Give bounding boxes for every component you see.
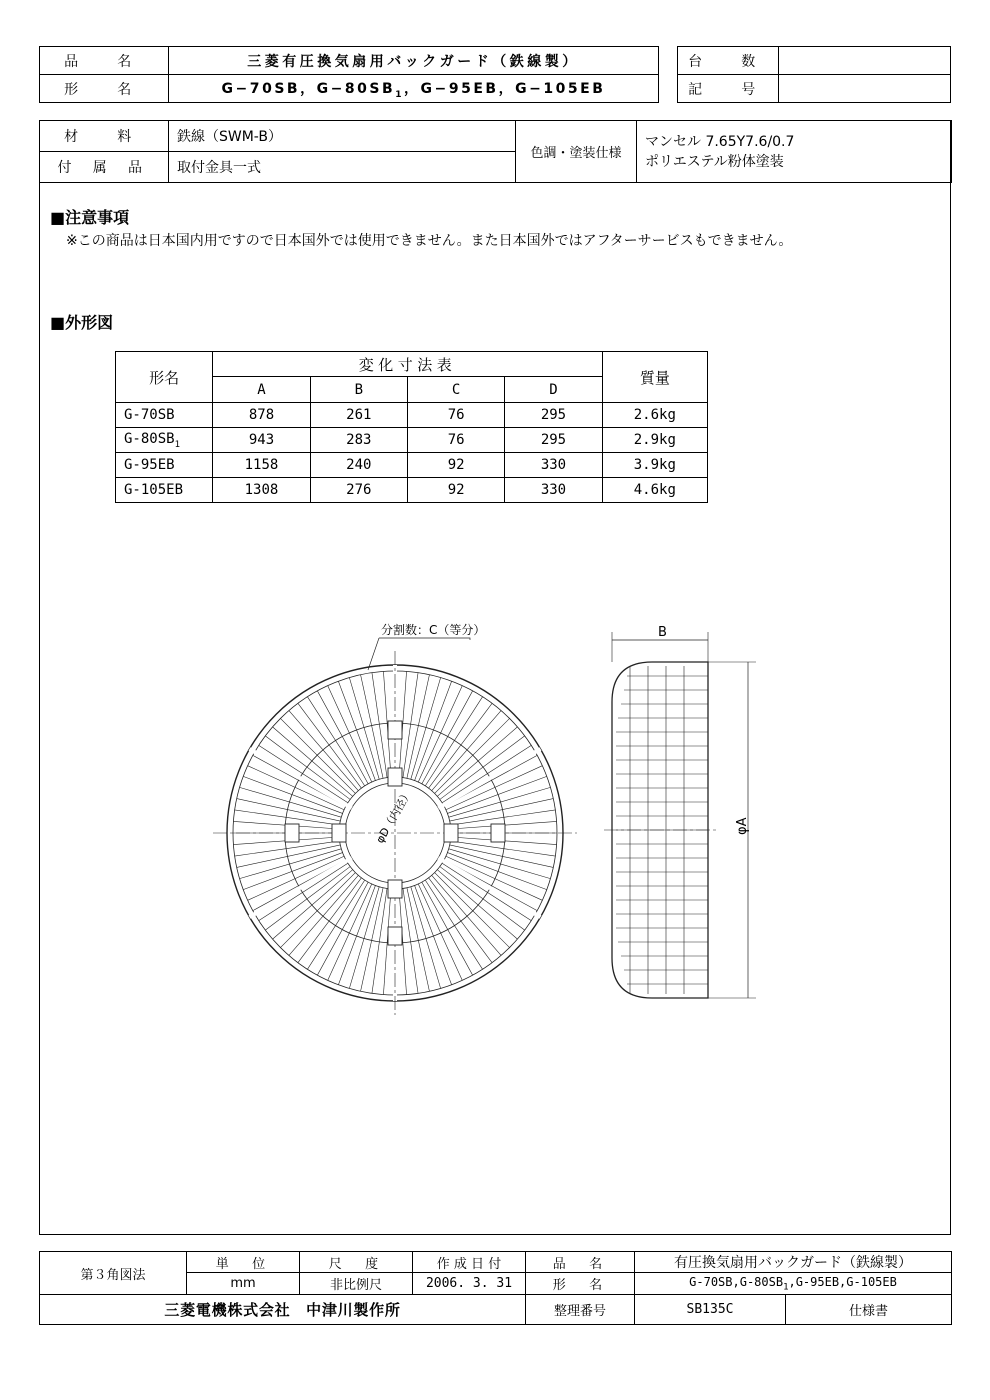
mounting-bracket xyxy=(388,927,402,945)
scale-label: 尺 度 xyxy=(300,1252,413,1273)
dims-group-header: 変化寸法表 xyxy=(213,352,602,377)
name-label: 品 名 xyxy=(526,1252,635,1273)
row-d: 295 xyxy=(505,403,602,428)
row-d: 295 xyxy=(505,428,602,453)
unit-value: mm xyxy=(187,1273,300,1295)
radial-wire xyxy=(446,856,542,900)
unit-label: 単 位 xyxy=(187,1252,300,1273)
table-row xyxy=(116,403,708,428)
model-label-footer: 形 名 xyxy=(526,1273,635,1295)
material-value: 鉄線（SWM-B） xyxy=(169,121,516,152)
date-label: 作 成 日 付 xyxy=(413,1252,526,1273)
row-weight: 3.9kg xyxy=(602,453,707,478)
radial-wire xyxy=(338,681,375,780)
row-model: G-105EB xyxy=(116,478,213,503)
header-table xyxy=(39,46,659,103)
radial-wire xyxy=(338,885,375,984)
row-model: G-70SB xyxy=(116,403,213,428)
radial-wire xyxy=(415,681,452,780)
dim-b-label: B xyxy=(658,625,667,640)
row-weight: 2.9kg xyxy=(602,428,707,453)
radial-wire xyxy=(307,697,364,786)
row-weight: 4.6kg xyxy=(602,478,707,503)
segment-gap xyxy=(438,749,540,808)
row-c: 76 xyxy=(407,428,504,453)
radial-wire xyxy=(442,745,531,802)
row-model: $G-80SB_1$ xyxy=(116,428,213,453)
row-d: 330 xyxy=(505,478,602,503)
division-label: 分割数：C（等分） xyxy=(381,623,486,637)
company-name: 三菱電機株式会社 中津川製作所 xyxy=(40,1295,526,1325)
radial-wire xyxy=(259,863,348,920)
segment-gap xyxy=(250,749,352,808)
radial-wire xyxy=(307,880,364,969)
row-b: 261 xyxy=(310,403,407,428)
table-row xyxy=(116,428,708,453)
dim-a-label: φA xyxy=(735,817,750,835)
dims-col-b: B xyxy=(310,377,407,403)
outline-title: ■外形図 xyxy=(50,313,114,332)
dims-weight-header: 質量 xyxy=(602,352,707,403)
division-leader xyxy=(379,638,470,640)
radial-wire xyxy=(328,686,372,782)
radial-wire xyxy=(425,697,482,786)
notes-title: ■注意事項 xyxy=(50,208,130,227)
dims-model-header: 形名 xyxy=(116,352,213,403)
symbol-value xyxy=(779,75,951,103)
scale-value: 非比例尺 xyxy=(300,1273,413,1295)
radial-wire xyxy=(418,686,462,782)
segment-gap xyxy=(250,858,352,917)
mounting-bracket xyxy=(332,824,346,842)
radial-wire xyxy=(317,882,368,975)
row-b: 283 xyxy=(310,428,407,453)
projection-label: 第３角図法 xyxy=(40,1252,187,1295)
model-value-footer: $G-70SB,G-80SB_1,G-95EB,G-105EB$ xyxy=(635,1273,952,1295)
mounting-bracket xyxy=(388,768,402,786)
quantity-value xyxy=(779,47,951,75)
technical-drawing xyxy=(0,600,990,1040)
radial-wire xyxy=(442,863,531,920)
name-value: 有圧換気扇用バックガード（鉄線製） xyxy=(635,1252,952,1273)
row-b: 276 xyxy=(310,478,407,503)
color-line1: マンセル 7.65Y7.6/0.7 xyxy=(645,133,795,150)
row-a: 1158 xyxy=(213,453,310,478)
count-table xyxy=(677,46,951,103)
row-c: 76 xyxy=(407,403,504,428)
product-name: 三菱有圧換気扇用バックガード（鉄線製） xyxy=(169,47,659,75)
row-weight: 2.6kg xyxy=(602,403,707,428)
row-d: 330 xyxy=(505,453,602,478)
doc-type: 仕様書 xyxy=(786,1295,952,1325)
date-value: 2006. 3. 31 xyxy=(413,1273,526,1295)
radial-wire xyxy=(422,882,473,975)
models-text: G−70SB，$G-80SB_1$，G−95EB，G−105EB xyxy=(169,75,659,103)
mounting-bracket xyxy=(388,721,402,739)
material-label: 材 料 xyxy=(40,121,169,152)
row-a: 1308 xyxy=(213,478,310,503)
color-line2: ポリエステル粉体塗装 xyxy=(645,153,784,170)
inner-dia-label: φD（内径） xyxy=(373,787,415,846)
mounting-bracket xyxy=(285,824,299,842)
row-a: 878 xyxy=(213,403,310,428)
accessory-value: 取付金具一式 xyxy=(169,152,516,183)
quantity-label: 台 数 xyxy=(678,47,779,75)
accessory-label: 付 属 品 xyxy=(40,152,169,183)
dims-col-c: C xyxy=(407,377,504,403)
ref-value: SB135C xyxy=(635,1295,786,1325)
table-row xyxy=(116,453,708,478)
mounting-bracket xyxy=(388,880,402,898)
radial-wire xyxy=(415,885,452,984)
row-model: G-95EB xyxy=(116,453,213,478)
radial-wire xyxy=(259,745,348,802)
ref-label: 整理番号 xyxy=(526,1295,635,1325)
symbol-label: 記 号 xyxy=(678,75,779,103)
spec-table xyxy=(39,120,952,183)
division-leader-line xyxy=(368,638,379,670)
radial-wire xyxy=(248,856,344,900)
radial-wire xyxy=(446,766,542,810)
radial-wire xyxy=(248,766,344,810)
radial-wire xyxy=(317,691,368,784)
model-label: 形 名 xyxy=(40,75,169,103)
mounting-bracket xyxy=(444,824,458,842)
row-c: 92 xyxy=(407,478,504,503)
segment-gap xyxy=(438,858,540,917)
row-b: 240 xyxy=(310,453,407,478)
row-a: 943 xyxy=(213,428,310,453)
radial-wire xyxy=(425,880,482,969)
dims-col-a: A xyxy=(213,377,310,403)
footer-table xyxy=(39,1251,952,1325)
mounting-bracket xyxy=(491,824,505,842)
dims-col-d: D xyxy=(505,377,602,403)
color-label: 色調・塗装仕様 xyxy=(516,121,637,183)
dimension-table xyxy=(115,351,708,503)
notes-text: ※この商品は日本国内用ですので日本国外では使用できません。また日本国外ではアフターサービスもできません。 xyxy=(66,233,793,249)
radial-wire xyxy=(418,884,462,980)
radial-wire xyxy=(422,691,473,784)
side-view xyxy=(604,632,756,998)
row-c: 92 xyxy=(407,453,504,478)
table-row xyxy=(116,478,708,503)
product-name-label: 品 名 xyxy=(40,47,169,75)
radial-wire xyxy=(328,884,372,980)
